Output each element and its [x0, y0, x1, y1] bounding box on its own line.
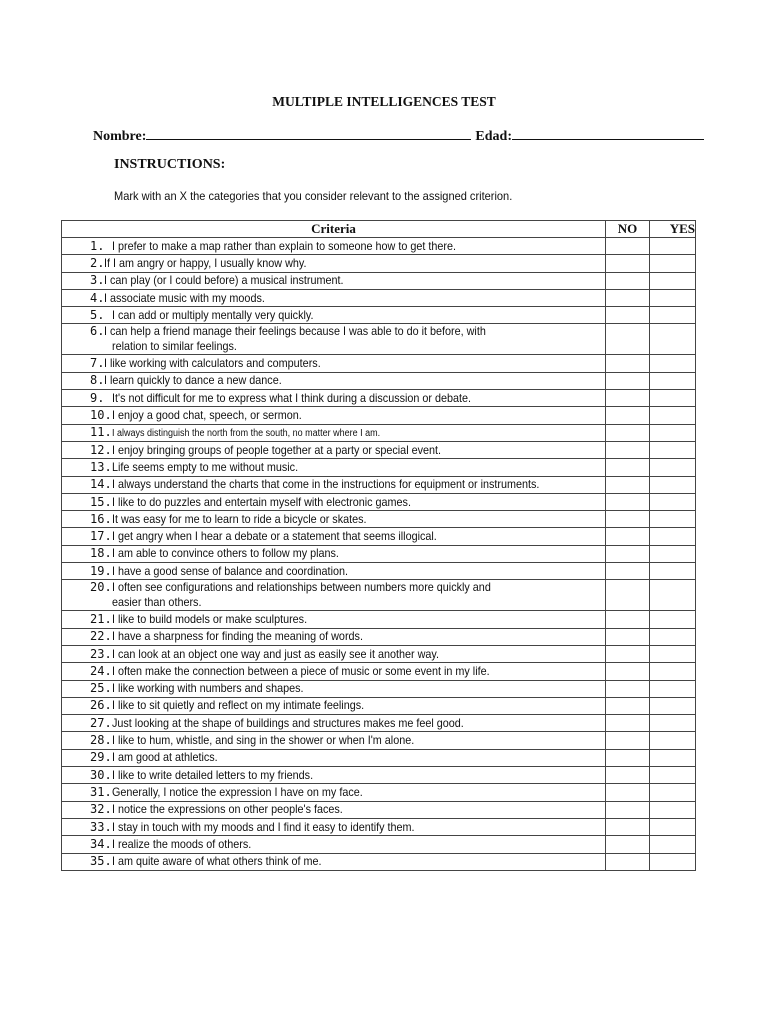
- criterion-statement: I like to build models or make sculptures.: [111, 611, 307, 626]
- yes-checkbox-cell[interactable]: [650, 493, 696, 510]
- table-row: [62, 459, 696, 476]
- criterion-text: [62, 256, 605, 271]
- no-checkbox-cell[interactable]: [606, 628, 650, 645]
- criterion-cell: [62, 324, 606, 355]
- criterion-statement: I like to write detailed letters to my friends.: [111, 767, 313, 782]
- yes-checkbox-cell[interactable]: [650, 238, 696, 255]
- no-checkbox-cell[interactable]: [606, 680, 650, 697]
- criteria-table: [61, 220, 696, 871]
- yes-checkbox-cell[interactable]: [650, 611, 696, 628]
- table-row: [62, 697, 696, 714]
- criterion-statement: I stay in touch with my moods and I find it easy to identify them.: [111, 819, 415, 834]
- criterion-statement: I can play (or I could before) a musical instrument.: [104, 273, 344, 288]
- yes-checkbox-cell[interactable]: [650, 289, 696, 306]
- table-row: [62, 732, 696, 749]
- criterion-text: [62, 460, 605, 475]
- criterion-statement: I can look at an object one way and just as easily see it another way.: [111, 646, 439, 661]
- table-row: [62, 853, 696, 870]
- criterion-cell: [62, 355, 606, 372]
- no-checkbox-cell[interactable]: [606, 801, 650, 818]
- criterion-number: 25.: [90, 681, 112, 696]
- criterion-number: 19.: [90, 563, 112, 578]
- no-checkbox-cell[interactable]: [606, 511, 650, 528]
- yes-checkbox-cell[interactable]: [650, 424, 696, 441]
- criterion-number: 5.: [90, 307, 112, 322]
- criterion-statement: I prefer to make a map rather than explain to someone how to get there.: [111, 238, 456, 253]
- criterion-number: 2.: [90, 255, 105, 270]
- criterion-cell: [62, 238, 606, 255]
- criterion-statement: I like to sit quietly and reflect on my intimate feelings.: [111, 698, 364, 713]
- criterion-cell: [62, 424, 606, 441]
- criterion-cell: [62, 476, 606, 493]
- criterion-statement: Life seems empty to me without music.: [111, 459, 298, 474]
- yes-checkbox-cell[interactable]: [650, 628, 696, 645]
- criterion-cell: [62, 372, 606, 389]
- criterion-statement: I can add or multiply mentally very quickly.: [111, 307, 314, 322]
- criteria-rows: [62, 238, 696, 871]
- name-age-line: [93, 126, 713, 145]
- no-checkbox-cell[interactable]: [606, 324, 650, 355]
- criterion-cell: [62, 611, 606, 628]
- criterion-number: 4.: [90, 290, 105, 305]
- criterion-continuation-text: easier than others.: [112, 595, 202, 610]
- no-checkbox-cell[interactable]: [606, 563, 650, 580]
- name-label: Nombre:: [93, 129, 147, 144]
- yes-checkbox-cell[interactable]: [650, 476, 696, 493]
- table-row: [62, 801, 696, 818]
- table-row: [62, 441, 696, 458]
- criterion-statement: Just looking at the shape of buildings and structures makes me feel good.: [111, 715, 464, 730]
- criterion-number: 33.: [90, 819, 112, 834]
- table-row: [62, 528, 696, 545]
- yes-checkbox-cell[interactable]: [650, 767, 696, 784]
- criterion-cell: [62, 390, 606, 407]
- yes-checkbox-cell[interactable]: [650, 545, 696, 562]
- criterion-number: 15.: [90, 494, 112, 509]
- criterion-number: 35.: [90, 854, 112, 869]
- table-row: [62, 255, 696, 272]
- criterion-text: [62, 356, 605, 371]
- criterion-statement: I am good at athletics.: [111, 750, 218, 765]
- no-checkbox-cell[interactable]: [606, 255, 650, 272]
- criterion-cell: [62, 289, 606, 306]
- criterion-text: [62, 273, 605, 288]
- criterion-cell: [62, 645, 606, 662]
- criterion-number: 31.: [90, 784, 112, 799]
- criterion-text: [62, 750, 605, 765]
- criterion-statement: I like working with numbers and shapes.: [111, 681, 304, 696]
- no-checkbox-cell[interactable]: [606, 732, 650, 749]
- yes-checkbox-cell[interactable]: [650, 372, 696, 389]
- table-row: [62, 818, 696, 835]
- instructions-text: Mark with an X the categories that you consider relevant to the assigned criterion.: [114, 189, 513, 203]
- no-checkbox-cell[interactable]: [606, 697, 650, 714]
- no-checkbox-cell[interactable]: [606, 853, 650, 870]
- criterion-cell: [62, 441, 606, 458]
- criterion-text: [62, 477, 605, 492]
- yes-checkbox-cell[interactable]: [650, 255, 696, 272]
- no-checkbox-cell[interactable]: [606, 390, 650, 407]
- table-row: [62, 307, 696, 324]
- no-checkbox-cell[interactable]: [606, 663, 650, 680]
- criterion-number: 28.: [90, 733, 112, 748]
- criterion-text: [62, 324, 605, 354]
- table-row: [62, 324, 696, 355]
- criterion-cell: [62, 545, 606, 562]
- instructions-heading: INSTRUCTIONS:: [114, 157, 226, 172]
- no-checkbox-cell[interactable]: [606, 372, 650, 389]
- criterion-statement: I enjoy bringing groups of people together at a party or special event.: [111, 442, 441, 457]
- criterion-continuation: [90, 595, 605, 610]
- criterion-text: [62, 408, 605, 423]
- criterion-cell: [62, 255, 606, 272]
- criterion-statement: I always distinguish the north from the south, no matter where I am.: [111, 427, 380, 439]
- table-row: [62, 663, 696, 680]
- table-row: [62, 493, 696, 510]
- criterion-statement: I like working with calculators and computers.: [104, 356, 322, 371]
- table-row: [62, 767, 696, 784]
- criterion-text: [62, 629, 605, 644]
- yes-checkbox-cell[interactable]: [650, 680, 696, 697]
- no-checkbox-cell[interactable]: [606, 528, 650, 545]
- criterion-number: 6.: [90, 324, 105, 339]
- criterion-number: 14.: [90, 477, 112, 492]
- document-title: MULTIPLE INTELLIGENCES TEST: [272, 94, 496, 109]
- table-row: [62, 715, 696, 732]
- criterion-statement: I have a sharpness for finding the meaning of words.: [111, 629, 363, 644]
- yes-checkbox-cell[interactable]: [650, 459, 696, 476]
- yes-checkbox-cell[interactable]: [650, 801, 696, 818]
- table-row: [62, 836, 696, 853]
- table-row: [62, 355, 696, 372]
- criterion-cell: [62, 784, 606, 801]
- table-row: [62, 372, 696, 389]
- criterion-text: [62, 681, 605, 696]
- criterion-statement: I am able to convince others to follow my plans.: [111, 546, 339, 561]
- yes-checkbox-cell[interactable]: [650, 715, 696, 732]
- criterion-text: [62, 664, 605, 679]
- criterion-statement: I always understand the charts that come in the instructions for equipment or instruments.: [111, 477, 540, 492]
- criterion-text: [62, 647, 605, 662]
- table-row: [62, 407, 696, 424]
- criterion-statement: I like to do puzzles and entertain myself with electronic games.: [111, 494, 411, 509]
- criterion-statement: It's not difficult for me to express what I think during a discussion or debate.: [111, 390, 471, 405]
- table-row: [62, 680, 696, 697]
- yes-checkbox-cell[interactable]: [650, 390, 696, 407]
- criterion-text: [62, 425, 605, 441]
- yes-header: YES: [650, 221, 696, 238]
- name-field[interactable]: [146, 126, 471, 140]
- criterion-statement: I realize the moods of others.: [111, 836, 251, 851]
- criterion-cell: [62, 697, 606, 714]
- no-header: NO: [606, 221, 650, 238]
- criterion-continuation: [90, 339, 605, 354]
- criterion-cell: [62, 272, 606, 289]
- criterion-text: [62, 512, 605, 527]
- criterion-text: [62, 308, 605, 323]
- table-row: [62, 749, 696, 766]
- criterion-cell: [62, 818, 606, 835]
- criterion-text: [62, 546, 605, 561]
- criterion-text: [62, 564, 605, 579]
- criterion-cell: [62, 563, 606, 580]
- table-row: [62, 645, 696, 662]
- no-checkbox-cell[interactable]: [606, 611, 650, 628]
- criterion-text: [62, 291, 605, 306]
- criterion-number: 16.: [90, 511, 112, 526]
- criterion-text: [62, 785, 605, 800]
- table-header-row: [62, 221, 696, 238]
- criterion-text: [62, 733, 605, 748]
- criterion-cell: [62, 511, 606, 528]
- criterion-number: 8.: [90, 373, 105, 388]
- criterion-cell: [62, 836, 606, 853]
- criterion-cell: [62, 767, 606, 784]
- yes-checkbox-cell[interactable]: [650, 528, 696, 545]
- criterion-number: 24.: [90, 663, 112, 678]
- criterion-number: 18.: [90, 546, 112, 561]
- no-checkbox-cell[interactable]: [606, 238, 650, 255]
- criterion-statement: I enjoy a good chat, speech, or sermon.: [111, 408, 302, 423]
- no-checkbox-cell[interactable]: [606, 545, 650, 562]
- criterion-number: 11.: [90, 424, 112, 439]
- yes-checkbox-cell[interactable]: [650, 853, 696, 870]
- no-checkbox-cell[interactable]: [606, 836, 650, 853]
- criterion-cell: [62, 459, 606, 476]
- age-label: Edad:: [475, 129, 512, 144]
- criterion-statement: If I am angry or happy, I usually know why.: [104, 255, 307, 270]
- no-checkbox-cell[interactable]: [606, 407, 650, 424]
- criterion-number: 22.: [90, 629, 112, 644]
- yes-checkbox-cell[interactable]: [650, 663, 696, 680]
- criterion-continuation-text: relation to similar feelings.: [112, 339, 237, 354]
- criterion-number: 32.: [90, 802, 112, 817]
- criterion-cell: [62, 801, 606, 818]
- criterion-number: 27.: [90, 715, 112, 730]
- criterion-number: 29.: [90, 750, 112, 765]
- no-checkbox-cell[interactable]: [606, 476, 650, 493]
- criterion-number: 10.: [90, 408, 112, 423]
- yes-checkbox-cell[interactable]: [650, 307, 696, 324]
- criterion-cell: [62, 307, 606, 324]
- criterion-text: [62, 820, 605, 835]
- criterion-text: [62, 391, 605, 406]
- criterion-statement: Generally, I notice the expression I have on my face.: [111, 784, 363, 799]
- criterion-statement: I get angry when I hear a debate or a statement that seems illogical.: [111, 529, 437, 544]
- table-row: [62, 238, 696, 255]
- yes-checkbox-cell[interactable]: [650, 324, 696, 355]
- criterion-statement: I learn quickly to dance a new dance.: [104, 373, 283, 388]
- table-row: [62, 580, 696, 611]
- criterion-statement: I associate music with my moods.: [104, 290, 266, 305]
- criterion-text: [62, 802, 605, 817]
- criterion-number: 12.: [90, 442, 112, 457]
- criterion-cell: [62, 407, 606, 424]
- criterion-number: 23.: [90, 646, 112, 661]
- yes-checkbox-cell[interactable]: [650, 563, 696, 580]
- table-row: [62, 784, 696, 801]
- criterion-statement: I have a good sense of balance and coordination.: [111, 563, 348, 578]
- criterion-statement: I can help a friend manage their feelings because I was able to do it before, with: [104, 324, 487, 339]
- yes-checkbox-cell[interactable]: [650, 511, 696, 528]
- criterion-text: [62, 768, 605, 783]
- criterion-number: 9.: [90, 390, 112, 405]
- criterion-cell: [62, 663, 606, 680]
- no-checkbox-cell[interactable]: [606, 289, 650, 306]
- criterion-cell: [62, 580, 606, 611]
- yes-checkbox-cell[interactable]: [650, 407, 696, 424]
- criterion-text: [62, 716, 605, 731]
- no-checkbox-cell[interactable]: [606, 307, 650, 324]
- criterion-number: 7.: [90, 356, 105, 371]
- table-row: [62, 390, 696, 407]
- table-row: [62, 611, 696, 628]
- criterion-text: [62, 612, 605, 627]
- criterion-statement: I am quite aware of what others think of me.: [111, 854, 322, 869]
- criterion-cell: [62, 528, 606, 545]
- criterion-number: 34.: [90, 836, 112, 851]
- criterion-cell: [62, 853, 606, 870]
- criterion-cell: [62, 493, 606, 510]
- age-field[interactable]: [512, 126, 704, 140]
- criterion-cell: [62, 715, 606, 732]
- criterion-text: [62, 443, 605, 458]
- criterion-text: [62, 854, 605, 869]
- no-checkbox-cell[interactable]: [606, 493, 650, 510]
- yes-checkbox-cell[interactable]: [650, 355, 696, 372]
- criterion-cell: [62, 680, 606, 697]
- table-row: [62, 476, 696, 493]
- criterion-statement: I notice the expressions on other people's faces.: [111, 802, 343, 817]
- yes-checkbox-cell[interactable]: [650, 580, 696, 611]
- criterion-number: 30.: [90, 767, 112, 782]
- yes-checkbox-cell[interactable]: [650, 836, 696, 853]
- yes-checkbox-cell[interactable]: [650, 441, 696, 458]
- no-checkbox-cell[interactable]: [606, 580, 650, 611]
- no-checkbox-cell[interactable]: [606, 749, 650, 766]
- yes-checkbox-cell[interactable]: [650, 697, 696, 714]
- criterion-number: 17.: [90, 529, 112, 544]
- no-checkbox-cell[interactable]: [606, 784, 650, 801]
- table-row: [62, 511, 696, 528]
- yes-checkbox-cell[interactable]: [650, 749, 696, 766]
- criterion-text: [62, 373, 605, 388]
- table-row: [62, 628, 696, 645]
- no-checkbox-cell[interactable]: [606, 272, 650, 289]
- criterion-cell: [62, 732, 606, 749]
- no-checkbox-cell[interactable]: [606, 355, 650, 372]
- table-row: [62, 289, 696, 306]
- criterion-number: 1.: [90, 238, 112, 253]
- criterion-text: [62, 580, 605, 610]
- no-checkbox-cell[interactable]: [606, 424, 650, 441]
- no-checkbox-cell[interactable]: [606, 645, 650, 662]
- yes-checkbox-cell[interactable]: [650, 645, 696, 662]
- criterion-number: 13.: [90, 459, 112, 474]
- criterion-statement: I often make the connection between a piece of music or some event in my life.: [111, 663, 490, 678]
- yes-checkbox-cell[interactable]: [650, 784, 696, 801]
- criterion-text: [62, 495, 605, 510]
- criterion-cell: [62, 749, 606, 766]
- criterion-cell: [62, 628, 606, 645]
- yes-checkbox-cell[interactable]: [650, 818, 696, 835]
- no-checkbox-cell[interactable]: [606, 441, 650, 458]
- criterion-statement: I like to hum, whistle, and sing in the shower or when I'm alone.: [111, 733, 414, 748]
- no-checkbox-cell[interactable]: [606, 715, 650, 732]
- no-checkbox-cell[interactable]: [606, 767, 650, 784]
- criterion-statement: It was easy for me to learn to ride a bicycle or skates.: [111, 511, 367, 526]
- no-checkbox-cell[interactable]: [606, 818, 650, 835]
- criterion-number: 26.: [90, 698, 112, 713]
- yes-checkbox-cell[interactable]: [650, 272, 696, 289]
- criterion-text: [62, 698, 605, 713]
- criterion-number: 21.: [90, 611, 112, 626]
- criterion-number: 20.: [90, 580, 112, 595]
- table-row: [62, 563, 696, 580]
- no-checkbox-cell[interactable]: [606, 459, 650, 476]
- criterion-statement: I often see configurations and relationships between numbers more quickly and: [111, 580, 491, 595]
- yes-checkbox-cell[interactable]: [650, 732, 696, 749]
- criterion-number: 3.: [90, 273, 105, 288]
- criterion-text: [62, 239, 605, 254]
- criteria-header: Criteria: [62, 221, 606, 238]
- criterion-text: [62, 837, 605, 852]
- criterion-text: [62, 529, 605, 544]
- table-row: [62, 272, 696, 289]
- table-row: [62, 545, 696, 562]
- table-row: [62, 424, 696, 441]
